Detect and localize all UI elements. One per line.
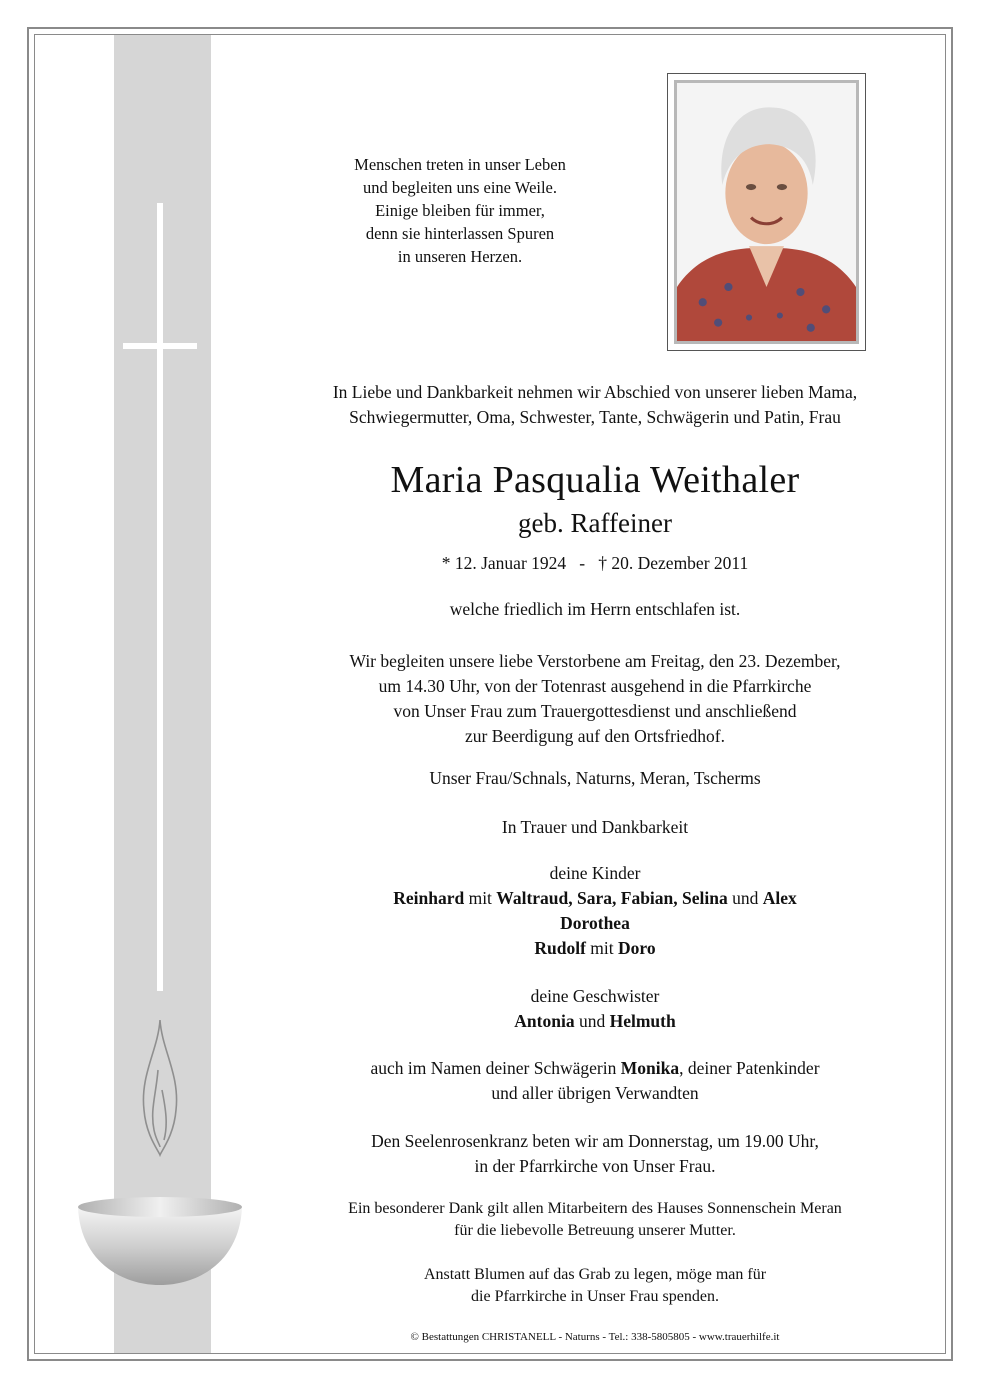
rosary-line: Den Seelenrosenkranz beten wir am Donnerstag, um 19.00 Uhr, bbox=[371, 1131, 819, 1151]
life-dates bbox=[260, 553, 930, 574]
funeral-line: Wir begleiten unsere liebe Verstorbene am Freitag, den 23. Dezember, bbox=[349, 651, 841, 671]
relatives-line: und aller übrigen Verwandten bbox=[491, 1083, 699, 1103]
funeral-line: zur Beerdigung auf den Ortsfriedhof. bbox=[465, 726, 725, 746]
quote-line: Einige bleiben für immer, bbox=[375, 201, 545, 220]
quote bbox=[320, 153, 600, 268]
date-separator: - bbox=[579, 553, 586, 573]
quote-line: Menschen treten in unser Leben bbox=[354, 155, 566, 174]
thanks-line: für die liebevolle Betreuung unserer Mutter. bbox=[454, 1222, 736, 1239]
flame-icon bbox=[143, 1020, 176, 1155]
deceased-name: Maria Pasqualia Weithaler bbox=[390, 459, 800, 501]
portrait-mat bbox=[674, 80, 859, 344]
cross-and-candle-decoration bbox=[70, 195, 260, 1285]
funeral-text bbox=[260, 649, 930, 749]
intro-text bbox=[260, 380, 930, 430]
siblings-block bbox=[260, 984, 930, 1034]
siblings-heading: deine Geschwister bbox=[530, 986, 660, 1006]
cross-vertical bbox=[157, 203, 163, 991]
candle-bowl-rim bbox=[78, 1197, 242, 1217]
relatives-block bbox=[260, 1056, 930, 1106]
portrait-icon bbox=[677, 83, 856, 341]
flowers-text bbox=[260, 1264, 930, 1308]
quote-line: in unseren Herzen. bbox=[397, 247, 523, 266]
rosary-line: in der Pfarrkirche von Unser Frau. bbox=[474, 1156, 716, 1176]
children-line: Reinhard mit Waltraud, Sara, Fabian, Selina und Alex bbox=[393, 888, 797, 908]
children-block bbox=[260, 861, 930, 961]
cross-horizontal bbox=[123, 343, 197, 349]
quote-line: und begleiten uns eine Weile. bbox=[362, 178, 558, 197]
children-line: Rudolf mit Doro bbox=[534, 938, 656, 958]
death-date: † 20. Dezember 2011 bbox=[598, 553, 749, 573]
candle-bowl bbox=[78, 1207, 242, 1285]
portrait-photo bbox=[667, 73, 866, 351]
funeral-line: von Unser Frau zum Trauergottesdienst und anschließend bbox=[393, 701, 797, 721]
siblings-line: Antonia und Helmuth bbox=[514, 1011, 676, 1031]
children-line: Dorothea bbox=[560, 913, 630, 933]
funeral-line: um 14.30 Uhr, von der Totenrast ausgehend in die Pfarrkirche bbox=[378, 676, 812, 696]
birth-date: * 12. Januar 1924 bbox=[441, 553, 567, 573]
relatives-line: auch im Namen deiner Schwägerin Monika, deiner Patenkinder bbox=[370, 1058, 820, 1078]
intro-line: In Liebe und Dankbarkeit nehmen wir Abschied von unserer lieben Mama, bbox=[332, 382, 858, 402]
flowers-line: die Pfarrkirche in Unser Frau spenden. bbox=[471, 1288, 719, 1305]
places: Unser Frau/Schnals, Naturns, Meran, Tscherms bbox=[429, 768, 761, 788]
thanks-text bbox=[260, 1198, 930, 1242]
passed-text: welche friedlich im Herrn entschlafen ist. bbox=[449, 599, 741, 619]
quote-line: denn sie hinterlassen Spuren bbox=[365, 224, 555, 243]
intro-line: Schwiegermutter, Oma, Schwester, Tante, Schwägerin und Patin, Frau bbox=[349, 407, 841, 427]
flowers-line: Anstatt Blumen auf das Grab zu legen, möge man für bbox=[423, 1266, 767, 1283]
thanks-line: Ein besonderer Dank gilt allen Mitarbeitern des Hauses Sonnenschein Meran bbox=[348, 1200, 842, 1217]
footer-credit: © Bestattungen CHRISTANELL - Naturns - Tel.: 338-5805805 - www.trauerhilfe.it bbox=[410, 1331, 780, 1343]
children-heading: deine Kinder bbox=[549, 863, 641, 883]
rosary-text bbox=[260, 1129, 930, 1179]
mourning-line: In Trauer und Dankbarkeit bbox=[501, 817, 689, 837]
birth-name: geb. Raffeiner bbox=[518, 508, 672, 538]
